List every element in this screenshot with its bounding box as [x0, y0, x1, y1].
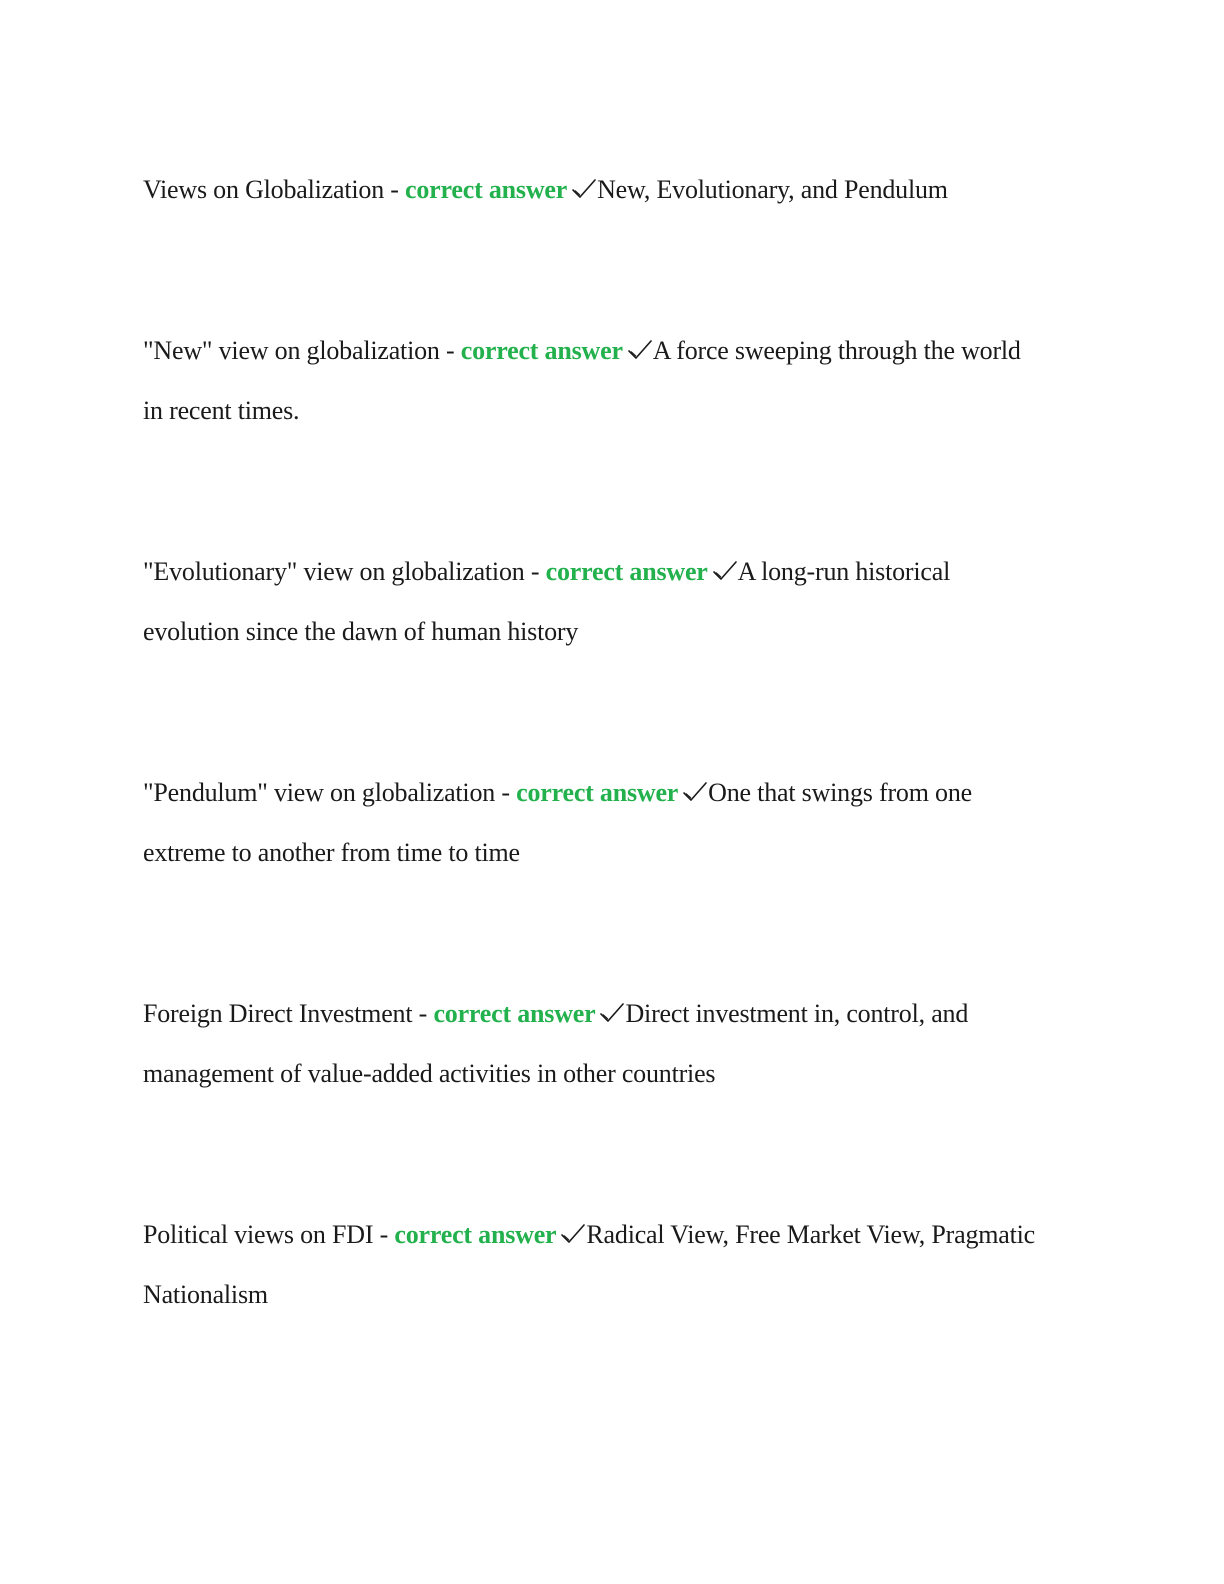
- correct-answer-label: correct answer: [516, 778, 679, 807]
- check-mark-icon: [571, 178, 597, 200]
- qa-definition: New, Evolutionary, and Pendulum: [597, 175, 948, 204]
- qa-definition: Radical View, Free Market View, Pragmatic Nationalism: [143, 1220, 1035, 1309]
- qa-item: [143, 160, 1043, 220]
- qa-item: [143, 1205, 1043, 1325]
- qa-term: Political views on FDI -: [143, 1220, 395, 1249]
- correct-answer-label: correct answer: [460, 336, 623, 365]
- qa-term: "New" view on globalization -: [143, 336, 461, 365]
- correct-answer-label: correct answer: [545, 557, 708, 586]
- qa-term: "Evolutionary" view on globalization -: [143, 557, 546, 586]
- qa-item: [143, 321, 1043, 441]
- correct-answer-label: correct answer: [433, 999, 596, 1028]
- check-mark-icon: [560, 1223, 586, 1245]
- qa-item: [143, 763, 1043, 883]
- correct-answer-label: correct answer: [405, 175, 568, 204]
- qa-definition: A long-run historical evolution since the dawn of human history: [143, 557, 951, 646]
- qa-term: Views on Globalization -: [143, 175, 406, 204]
- qa-definition: One that swings from one extreme to another from time to time: [143, 778, 972, 867]
- check-mark-icon: [599, 1002, 625, 1024]
- qa-item: [143, 542, 1043, 662]
- qa-term: "Pendulum" view on globalization -: [143, 778, 517, 807]
- check-mark-icon: [712, 560, 738, 582]
- check-mark-icon: [682, 781, 708, 803]
- qa-definition: A force sweeping through the world in recent times.: [143, 336, 1021, 425]
- check-mark-icon: [627, 339, 653, 361]
- qa-item: [143, 984, 1043, 1104]
- correct-answer-label: correct answer: [394, 1220, 557, 1249]
- qa-definition: Direct investment in, control, and management of value-added activities in other countries: [143, 999, 969, 1088]
- qa-term: Foreign Direct Investment -: [143, 999, 434, 1028]
